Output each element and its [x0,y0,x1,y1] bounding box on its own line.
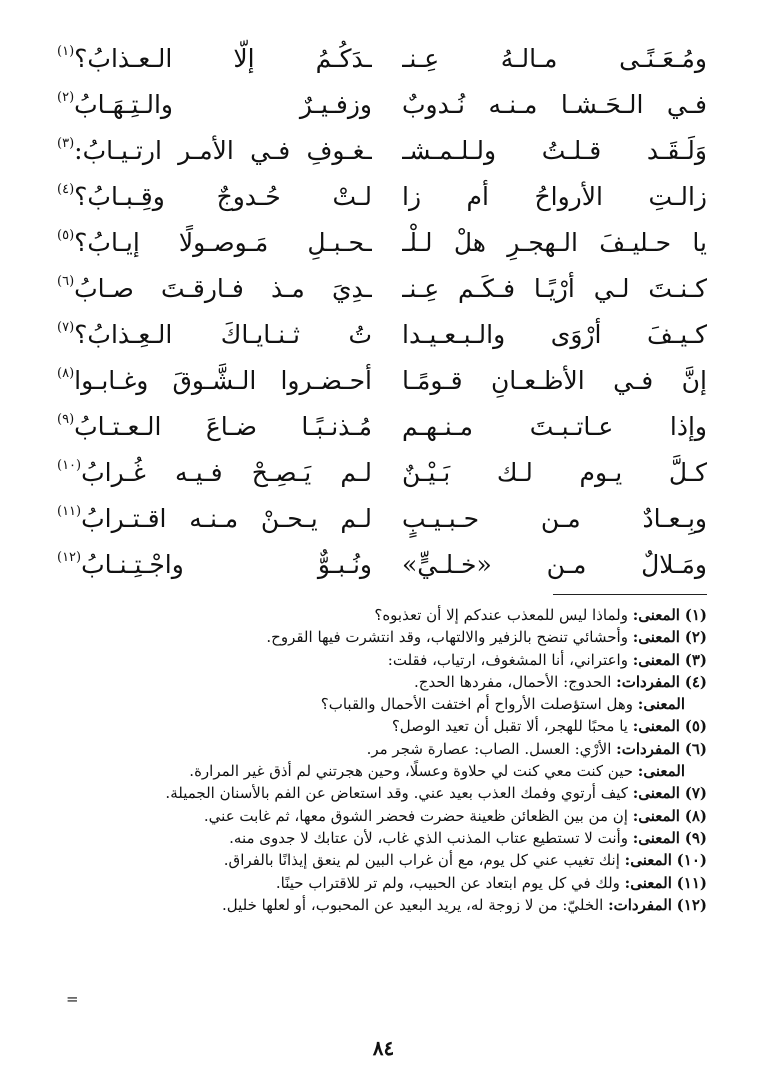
footnote-marker: (٤) [57,182,75,197]
footnote [57,849,707,871]
verse-first-hemistich: زالـتِ الأرواحُ أم زا [402,182,707,211]
verse-second-hemistich: ـحـبـلِ مَـوصـولًا إيـابُ؟$^{(٥)}$ [57,228,372,257]
footnote [57,604,707,626]
verse [57,82,707,128]
footnote-number: (٨) [684,806,707,825]
verse-first-hemistich: وَلَـقَـد قـلـتُ ولـلـمـشـ [402,136,707,165]
page-number: ٨٤ [372,1036,395,1060]
footnote-text: وأحشائي تنضح بالزفير والالتهاب، وقد انتشرت فيها القروح. [266,628,633,647]
footnote-text: وأنت لا تستطيع عتاب المذنب الذي غاب، لأن عتابك لا جدوى منه. [229,828,633,847]
verse [57,496,707,542]
verse [57,128,707,174]
footnote-number: (٢) [684,628,707,647]
footnote-tag: المعنى: [637,762,685,781]
footnote-number: (١٢) [676,895,707,914]
footnote-text: وهل استؤصلت الأرواح أم اختفت الأحمال والقباب؟ [320,695,638,714]
footnote [57,649,707,671]
footnote-number: (١) [684,606,707,624]
footnote [57,782,707,804]
verse [57,36,707,82]
footnote-tag: المعنى: [632,828,680,847]
verse-first-hemistich: يا حـليـفَ الـهجـرِ هلْ لـلْـ [402,228,707,257]
footnote-number: (٧) [684,784,707,803]
footnote-marker: (٣) [57,136,75,151]
verse-first-hemistich: فـي الـحَـشـا مـنـه نُـدوبٌ [402,90,707,119]
footnote-text: الأرْي: العسل. الصاب: عصارة شجر مر. [366,739,617,758]
footnote-tag: المعنى: [624,873,672,892]
footnote [57,626,707,648]
footnote-marker: (٦) [57,274,75,289]
footnote-marker: (١٢) [57,550,82,565]
footnote-tag: المعنى: [632,606,680,624]
verse [57,312,707,358]
footnote-number: (١٠) [676,851,707,870]
verse-second-hemistich: ونُـبـوٌّ واجْـتِـنـابُ$^{(١٢)}$ [57,550,372,579]
poem [57,36,707,588]
verse-second-hemistich: لـتْ حُـدوجٌ وقِـبـابُ؟$^{(٤)}$ [57,182,372,211]
verse-second-hemistich: وزفـيـرٌ والـتِـهَـابُ$^{(٢)}$ [57,90,372,119]
verse-second-hemistich: لـم يـحـنْ مـنـه اقـتـرابُ$^{(١١)}$ [57,504,372,533]
verse-first-hemistich: وبِـعـادٌ مـن حـبـيـبٍ [402,504,707,533]
footnote-marker: (٥) [57,228,75,243]
verse [57,266,707,312]
footnote [57,805,707,827]
footnote-marker: (٧) [57,320,75,335]
verse [57,220,707,266]
footnote-text: ولماذا ليس للمعذب عندكم إلا أن تعذبوه؟ [374,606,633,624]
verse-first-hemistich: وإذا عـاتـبـتَ مـنـهـم [402,412,707,441]
footnote-text: إن من بين الظعائن ظعينة حضرت فحضر الشوق معها، ثم غابت عني. [203,806,633,825]
verse-second-hemistich: لـم يَـصِـحْ فـيـه غُـرابُ$^{(١٠)}$ [57,458,372,487]
footnote [57,872,707,894]
footnote-marker: (٩) [57,412,75,427]
footnote-text: كيف أرتوي وفمك العذب بعيد عني. وقد استعاض عن الفم بالأسنان الجميلة. [165,784,633,803]
verse [57,450,707,496]
footnote-tag: المعنى: [637,695,685,714]
footnote-number: (٣) [684,650,707,669]
footnote-tag: المعنى: [632,628,680,647]
verse [57,542,707,588]
footnote-text: حين كنت معي كنت لي حلاوة وعسلًا، وحين هجرتني لم أذق غير المرارة. [189,762,638,781]
footnote-marker: (٢) [57,90,75,105]
footnote [57,671,707,693]
footnote-text: الخليّ: من لا زوجة له، يريد البعيد عن المحبوب، أو لعلها خليل. [222,895,609,914]
verse-first-hemistich: كـلَّ يـوم لـك بَـيْـنٌ [402,458,707,487]
verse-first-hemistich: كـيـفَ أرْوَى والـبـعـيـدا [402,320,707,349]
footnote-number: (٦) [684,739,707,758]
verse-first-hemistich: إنَّ فـي الأظـعـانِ قـومًـا [402,366,707,395]
footnote-number: (١١) [676,873,707,892]
footnote-tag: المعنى: [632,717,680,736]
footnote [57,760,707,782]
verse [57,174,707,220]
footnote-tag: المفردات: [616,672,680,691]
footnote-text: إنك تغيب عني كل يوم، مع أن غراب البين لم ينعق إيذانًا بالفراق. [223,851,625,870]
footnote [57,693,707,715]
verse-second-hemistich: ـدَكُـمُ إلّا الـعـذابُ؟$^{(١)}$ [57,44,372,73]
verse-second-hemistich: ـدِيَ مـذ فـارقـتَ صـابُ$^{(٦)}$ [57,274,372,303]
footnote [57,738,707,760]
verse [57,404,707,450]
footnote-number: (٥) [684,717,707,736]
verse-second-hemistich: مُـذنـبًـا ضـاعَ الـعـتـابُ$^{(٩)}$ [57,412,372,441]
footnote-text: ولك في كل يوم ابتعاد عن الحبيب، ولم تر للاقتراب حينًا. [275,873,625,892]
verse-second-hemistich: أحـضـروا الـشَّـوقَ وغـابـوا$^{(٨)}$ [57,366,372,395]
footnote-marker: (١١) [57,504,82,519]
footnotes [57,604,707,916]
footnote-tag: المعنى: [624,851,672,870]
footnote-separator [553,594,707,595]
footnote-tag: المعنى: [632,806,680,825]
footnote-marker: (١٠) [57,458,82,473]
footnote-marker: (١) [57,44,75,59]
footnote-number: (٩) [684,828,707,847]
footnote-tag: المعنى: [632,784,680,803]
footnote-tag: المعنى: [632,650,680,669]
verse-first-hemistich: كـنـتَ لـي أرْيًـا فـكَـم عِـنـ [402,274,707,303]
verse-second-hemistich: تُ ثـنـايـاكَ الـعِـذابُ؟$^{(٧)}$ [57,320,372,349]
verse-second-hemistich: ـغـوفِ فـي الأمـر ارتـيـابُ:$^{(٣)}$ [57,136,372,165]
footnote-tag: المفردات: [608,895,672,914]
footnote-number: (٤) [684,672,707,691]
footnote [57,894,707,916]
footnote [57,715,707,737]
footnote-tag: المفردات: [616,739,680,758]
footnote [57,827,707,849]
verse-first-hemistich: ومُـعَـنًـى مـالـهُ عِـنـ [402,44,707,73]
footnote-marker: (٨) [57,366,75,381]
verse [57,358,707,404]
footnote-text: يا محبًا للهجر، ألا تقبل أن تعيد الوصل؟ [391,717,633,736]
footnote-text: واعتراني، أنا المشغوف، ارتياب، فقلت: [387,650,633,669]
margin-mark: = [66,990,79,1008]
verse-first-hemistich: ومَـلالٌ مـن «خـلـيٍّ» [402,550,707,579]
footnote-text: الحدوج: الأحمال، مفردها الحدج. [414,672,617,691]
